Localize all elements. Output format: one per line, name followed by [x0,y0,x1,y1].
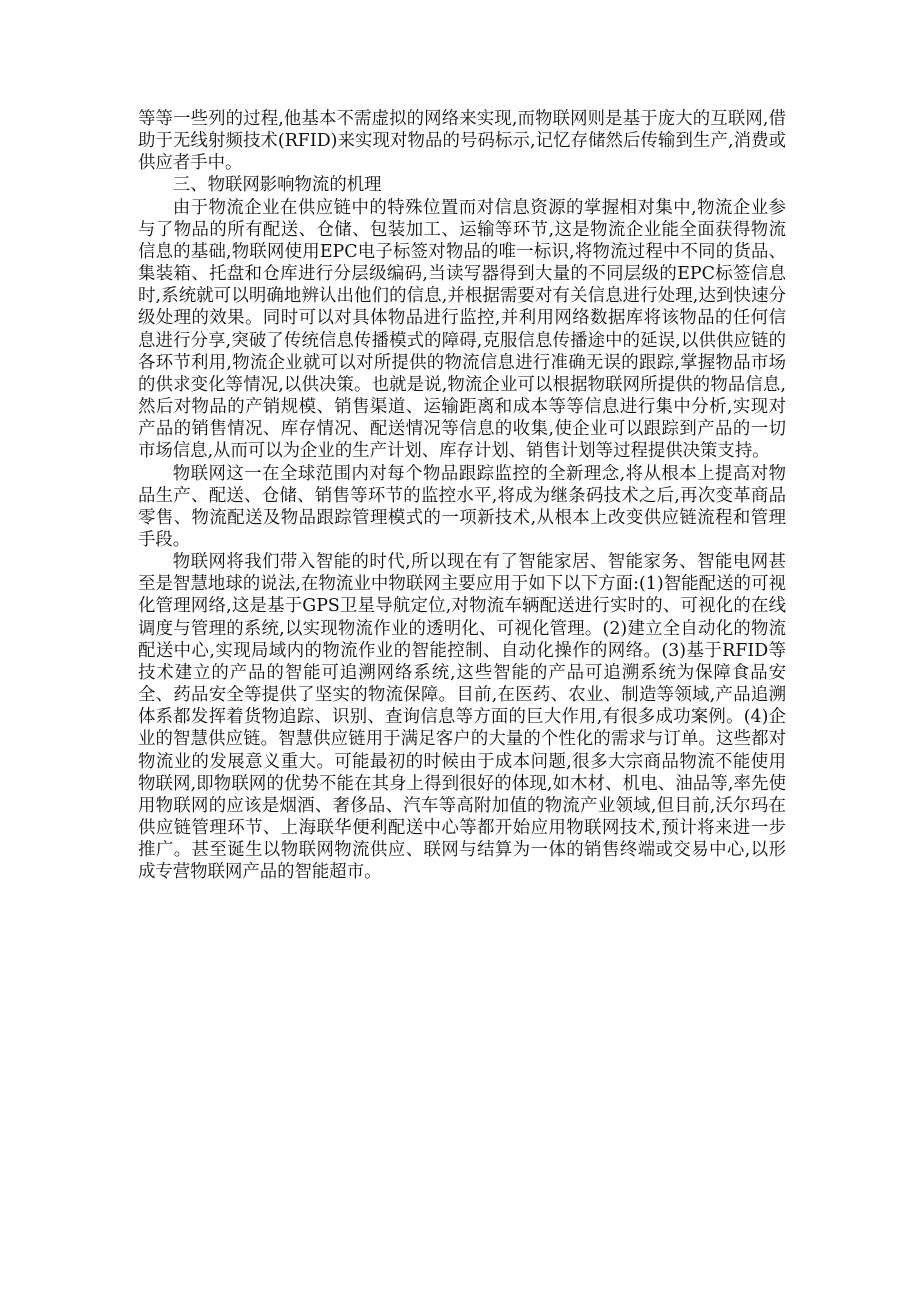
paragraph-mechanism: 由于物流企业在供应链中的特殊位置而对信息资源的掌握相对集中,物流企业参与了物品的所有配送、仓储、包装加工、运输等环节,这是物流企业能全面获得物流信息的基础,物联网使用EPC电子标签对物品的唯一标识,将物流过程中不同的货品、集装箱、托盘和仓库进行分层级编码,当读写器得到大量的不同层级的EPC标签信息时,系统就可以明确地辨认出他们的信息,并根据需要对有关信息进行处理,达到快速分级处理的效果。同时可以对具体物品进行监控,并利用网络数据库将该物品的任何信息进行分享,突破了传统信息传播模式的障碍,克服信息传播途中的延误,以供供应链的各环节利用,物流企业就可以对所提供的物流信息进行准确无误的跟踪,掌握物品市场的供求变化等情况,以供决策。也就是说,物流企业可以根据物联网所提供的物品信息,然后对物品的产销规模、销售渠道、运输距离和成本等等信息进行集中分析,实现对产品的销售情况、库存情况、配送情况等信息的收集,使企业可以跟踪到产品的一切市场信息,从而可以为企业的生产计划、库存计划、销售计划等过程提供决策支持。 [138,197,786,462]
paragraph-applications: 物联网将我们带入智能的时代,所以现在有了智能家居、智能家务、智能电网甚至是智慧地球的说法,在物流业中物联网主要应用于如下以下方面:(1)智能配送的可视化管理网络,这是基于GPS卫星导航定位,对物流车辆配送进行实时的、可视化的在线调度与管理的系统,以实现物流作业的透明化、可视化管理。(2)建立全自动化的物流配送中心,实现局域内的物流作业的智能控制、自动化操作的网络。(3)基于RFID等技术建立的产品的智能可追溯网络系统,这些智能的产品可追溯系统为保障食品安全、药品安全等提供了坚实的物流保障。目前,在医药、农业、制造等领域,产品追溯体系都发挥着货物追踪、识别、查询信息等方面的巨大作用,有很多成功案例。(4)企业的智慧供应链。智慧供应链用于满足客户的大量的个性化的需求与订单。这些都对物流业的发展意义重大。可能最初的时候由于成本问题,很多大宗商品物流不能使用物联网,即物联网的优势不能在其身上得到很好的体现,如木材、机电、油品等,率先使用物联网的应该是烟酒、奢侈品、汽车等高附加值的物流产业领域,但目前,沃尔玛在供应链管理环节、上海联华便利配送中心等都开始应用物联网技术,预计将来进一步推广。甚至诞生以物联网物流供应、联网与结算为一体的销售终端或交易中心,以形成专营物联网产品的智能超市。 [138,552,786,883]
paragraph-continuation: 等等一些列的过程,他基本不需虚拟的网络来实现,而物联网则是基于庞大的互联网,借助于无线射频技术(RFID)来实现对物品的号码标示,记忆存储然后传输到生产,消费或供应者手中。 [138,109,786,174]
paragraph-concept: 物联网这一在全球范围内对每个物品跟踪监控的全新理念,将从根本上提高对物品生产、配送、仓储、销售等环节的监控水平,将成为继条码技术之后,再次变革商品零售、物流配送及物品跟踪管理模式的一项新技术,从根本上改变供应链流程和管理手段。 [138,463,786,550]
document-body [138,108,786,883]
section-heading: 三、物联网影响物流的机理 [172,175,382,196]
